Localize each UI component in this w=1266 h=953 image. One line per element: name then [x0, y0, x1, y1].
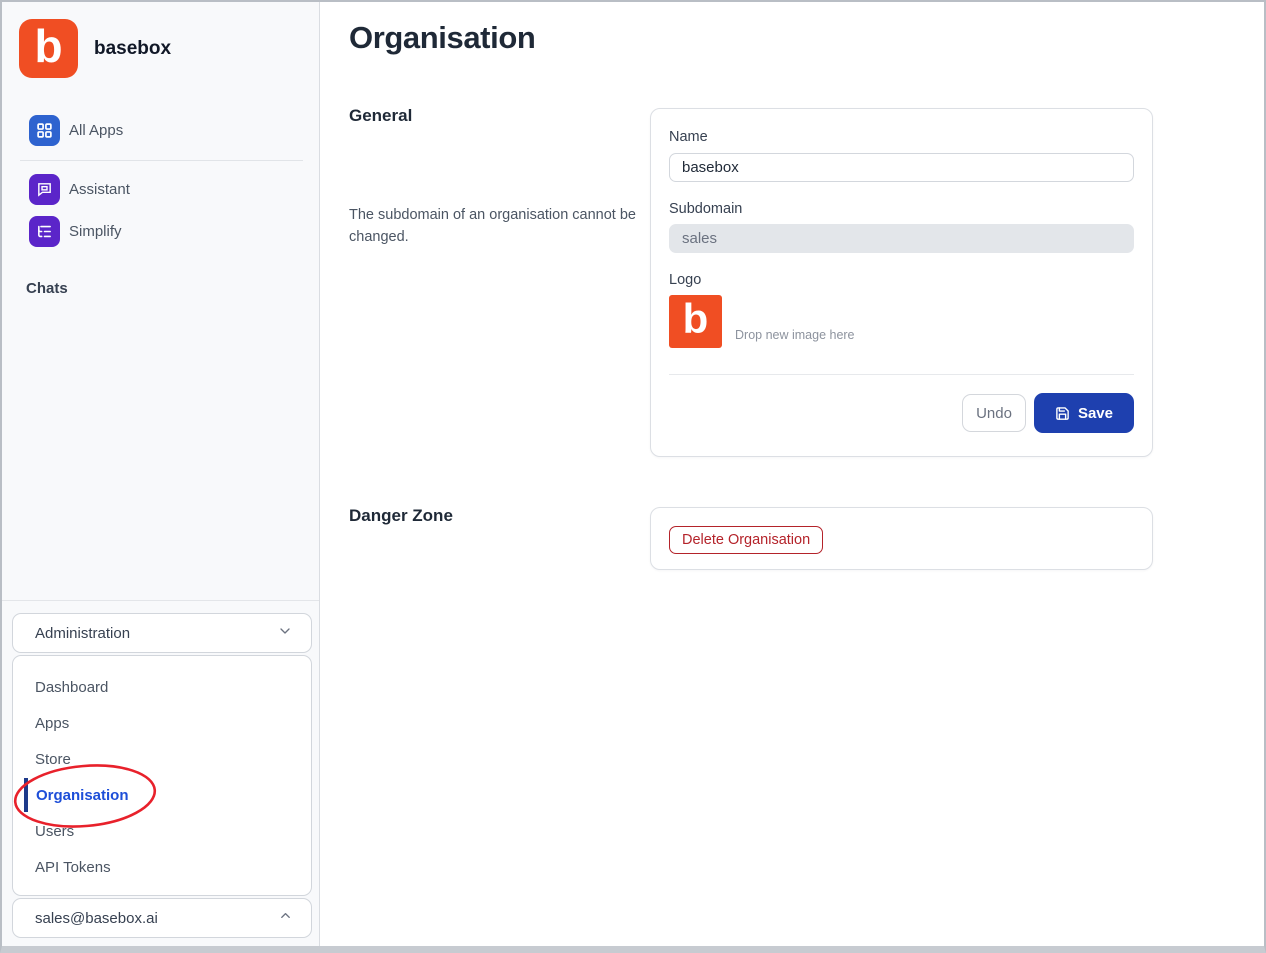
save-button[interactable]	[1034, 393, 1134, 433]
danger-zone-card	[650, 507, 1153, 570]
general-card	[650, 108, 1153, 457]
page-title: Organisation	[349, 20, 536, 55]
card-divider	[669, 374, 1134, 375]
form-actions	[669, 393, 1134, 433]
organisation-logo-icon	[669, 295, 722, 348]
name-input[interactable]	[669, 153, 1134, 182]
menu-item-store[interactable]	[13, 741, 311, 777]
logo-label: Logo	[669, 272, 702, 288]
brand	[19, 19, 171, 78]
administration-dropdown[interactable]	[12, 613, 312, 653]
menu-item-label: Apps	[35, 714, 70, 732]
menu-item-organisation[interactable]	[13, 777, 311, 813]
main-content	[321, 2, 1264, 946]
chats-section-label: Chats	[26, 280, 68, 297]
brand-logo-letter: b	[34, 20, 63, 72]
sidebar-item-label: Simplify	[69, 223, 122, 240]
general-heading: General	[349, 106, 413, 125]
sidebar-divider	[20, 160, 303, 161]
brand-name: basebox	[94, 37, 172, 59]
name-label: Name	[669, 129, 708, 145]
menu-item-label: Organisation	[36, 786, 129, 804]
administration-menu	[12, 655, 312, 896]
menu-item-apps[interactable]	[13, 705, 311, 741]
menu-item-label: Dashboard	[35, 678, 109, 696]
sidebar-item-label: All Apps	[69, 122, 124, 139]
sidebar-item-all-apps[interactable]	[29, 115, 123, 146]
menu-item-api-tokens[interactable]	[13, 849, 311, 885]
delete-organisation-button[interactable]: Delete Organisation	[669, 526, 823, 554]
menu-item-label: Users	[35, 822, 75, 840]
undo-button[interactable]: Undo	[962, 394, 1026, 432]
chevron-down-icon	[277, 623, 293, 644]
sidebar	[2, 2, 320, 946]
account-email: sales@basebox.ai	[35, 909, 158, 927]
account-dropdown[interactable]	[12, 898, 312, 938]
subdomain-note: The subdomain of an organisation cannot be changed.	[349, 207, 636, 245]
sidebar-item-assistant[interactable]	[29, 174, 130, 205]
drop-hint: Drop new image here	[735, 328, 855, 342]
menu-item-users[interactable]	[13, 813, 311, 849]
basebox-logo-icon	[19, 19, 78, 78]
logo-drop-zone[interactable]	[669, 295, 1134, 348]
menu-item-dashboard[interactable]	[13, 669, 311, 705]
assistant-chat-icon	[29, 174, 60, 205]
floppy-icon	[1055, 406, 1070, 421]
menu-item-label: API Tokens	[35, 858, 111, 876]
sidebar-bottom	[2, 600, 319, 946]
subdomain-input	[669, 224, 1134, 253]
menu-item-label: Store	[35, 750, 71, 768]
logo-letter: b	[682, 295, 709, 342]
chevron-up-icon	[278, 908, 293, 928]
subdomain-label: Subdomain	[669, 201, 743, 217]
sidebar-item-simplify[interactable]	[29, 216, 122, 247]
tree-list-icon	[29, 216, 60, 247]
sidebar-item-label: Assistant	[69, 181, 130, 198]
administration-dropdown-label: Administration	[35, 624, 131, 642]
save-button-label: Save	[1077, 404, 1113, 422]
grid-icon	[29, 115, 60, 146]
danger-zone-heading: Danger Zone	[349, 506, 453, 525]
